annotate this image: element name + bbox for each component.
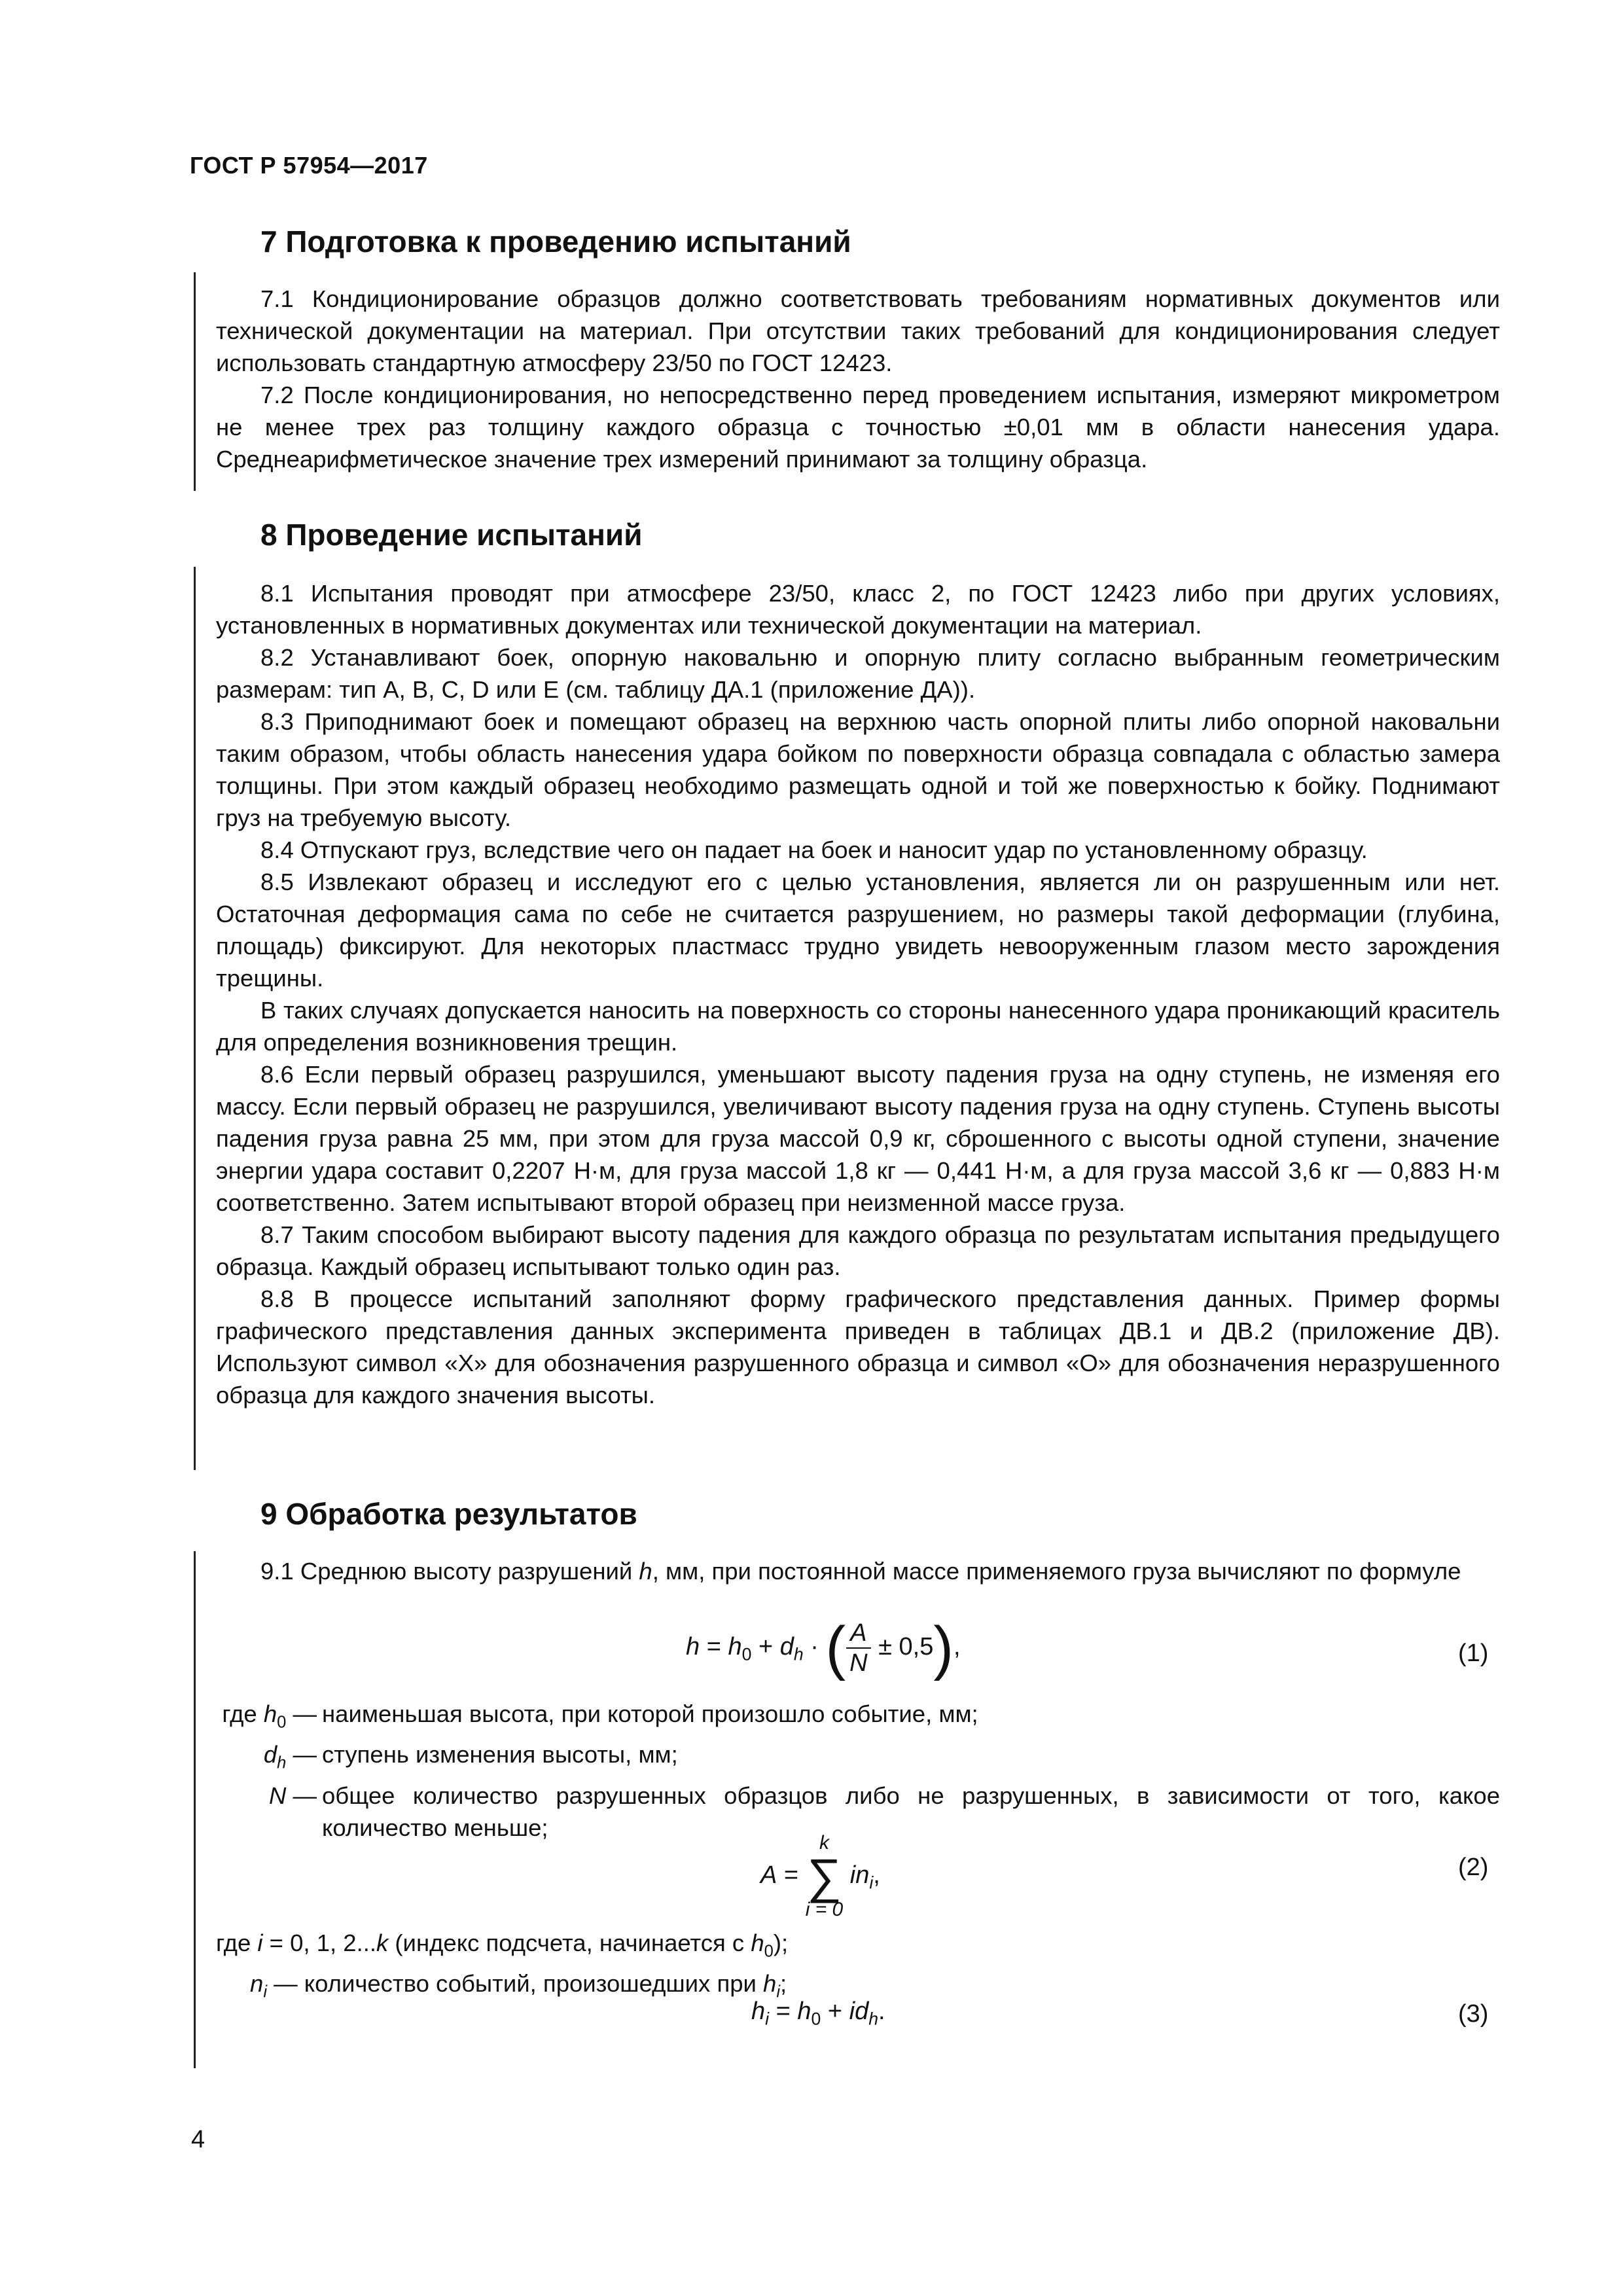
equation-number: (3) — [1458, 2000, 1489, 2028]
section-7-body — [216, 283, 1500, 475]
paragraph-7-1: 7.1 Кондиционирование образцов должно соответствовать требованиям нормативных документов или технической документации на материал. При отсутствии таких требований для кондиционирования следует использовать стандартную атмосферу 23/50 по ГОСТ 12423. — [216, 285, 1500, 376]
paragraph-8-3: 8.3 Приподнимают боек и помещают образец на верхнюю часть опорной плиты либо опорной наковальни таким образом, чтобы область нанесения удара бойком по поверхности образца совпадала с областью замера толщины. При этом каждый образец необходимо размещать одной и той же поверхностью к бойку. Поднимают груз на требуемую высоту. — [216, 708, 1500, 831]
section-8-body — [216, 577, 1500, 1411]
paragraph-8-5b: В таких случаях допускается наносить на поверхность со стороны нанесенного удара проникающий краситель для определения возникновения трещин. — [216, 997, 1500, 1056]
paragraph-7-2: 7.2 После кондиционирования, но непосредственно перед проведением испытания, измеряют микрометром не менее трех раз толщину каждого образца с точностью ±0,01 мм в области нанесения удара. Среднеарифметическое значение трех измерений принимают за толщину образца. — [216, 382, 1500, 473]
legend-row: где i = 0, 1, 2...k (индекс подсчета, начинается с $h_0$); — [216, 1929, 789, 1961]
legend-row: где $h_0$ — наименьшая высота, при которой произошло событие, мм; — [222, 1700, 978, 1732]
summation: k ∑ i = 0 — [805, 1832, 844, 1920]
equation-2: A = k ∑ i = 0 $in_i$, — [760, 1832, 880, 1920]
change-bar — [194, 1551, 196, 2068]
change-bar — [194, 272, 196, 491]
paragraph-8-7: 8.7 Таким способом выбирают высоту падения для каждого образца по результатам испытания предыдущего образца. Каждый образец испытывают только один раз. — [216, 1221, 1500, 1280]
fraction: $\frac{A}{N}$ — [846, 1619, 871, 1677]
legend-1 — [216, 1698, 1500, 1844]
section-8-title: 8 Проведение испытаний — [260, 518, 643, 552]
legend-2 — [216, 1927, 788, 2009]
document-header: ГОСТ Р 57954—2017 — [190, 152, 428, 179]
equation-number: (1) — [1458, 1640, 1489, 1667]
page-number: 4 — [191, 2126, 205, 2153]
paragraph-8-1: 8.1 Испытания проводят при атмосфере 23/50, класс 2, по ГОСТ 12423 либо при других условиях, установленных в нормативных документах или технической документации на материал. — [216, 580, 1500, 639]
equation-1: $h = h_0 + d_h$ · ( $\frac{A}{N}$ ± 0,5), — [686, 1615, 961, 1681]
paragraph-8-2: 8.2 Устанавливают боек, опорную наковальню и опорную плиту согласно выбранным геометрическим размерам: тип А, В, С, D или Е (см. таблицу ДА.1 (приложение ДА)). — [216, 644, 1500, 703]
section-7-title: 7 Подготовка к проведению испытаний — [260, 224, 851, 259]
section-9-title: 9 Обработка результатов — [260, 1497, 637, 1531]
legend-row: N — общее количество разрушенных образцов либо не разрушенных, в зависимости от того, какое количество меньше; — [268, 1782, 1500, 1841]
equation-3: $h_i = h_0 + id_h$. — [751, 1998, 885, 2029]
paragraph-8-5: 8.5 Извлекают образец и исследуют его с целью установления, является ли он разрушенным или нет. Остаточная деформация сама по себе не считается разрушением, но размеры такой деформации (глубина, площадь) фиксируют. Для некоторых пластмасс трудно увидеть невооруженным глазом место зарождения трещины. — [216, 869, 1500, 992]
equation-number: (2) — [1458, 1854, 1489, 1881]
paragraph-9-1: 9.1 Среднюю высоту разрушений h, мм, при постоянной массе применяемого груза вычисляют по формуле — [260, 1558, 1461, 1585]
paragraph-8-6: 8.6 Если первый образец разрушился, уменьшают высоту падения груза на одну ступень, не изменяя его массу. Если первый образец не разрушился, увеличивают высоту падения груза на одну ступень. Ступень высоты падения груза равна 25 мм, при этом для груза массой 0,9 кг, сброшенного с высоты одной ступени, значение энергии удара составит 0,2207 Н·м, для груза массой 1,8 кг — 0,441 Н·м, а для груза массой 3,6 кг — 0,883 Н·м соответственно. Затем испытывают второй образец при неизменной массе груза. — [216, 1061, 1500, 1216]
legend-row: $d_h$ — ступень изменения высоты, мм; — [263, 1741, 678, 1772]
legend-row: $n_i$ — количество событий, произошедших при $h_i$; — [250, 1970, 787, 2001]
paragraph-8-8: 8.8 В процессе испытаний заполняют форму графического представления данных. Пример формы графического представления данных эксперимента приведен в таблицах ДВ.1 и ДВ.2 (приложение ДВ). Используют символ «Х» для обозначения разрушенного образца и символ «О» для обозначения неразрушенного образца для каждого значения высоты. — [216, 1285, 1500, 1408]
change-bar — [194, 567, 196, 1470]
paragraph-8-4: 8.4 Отпускают груз, вследствие чего он падает на боек и наносит удар по установленному образцу. — [260, 836, 1368, 863]
section-9-body — [216, 1555, 1500, 1587]
